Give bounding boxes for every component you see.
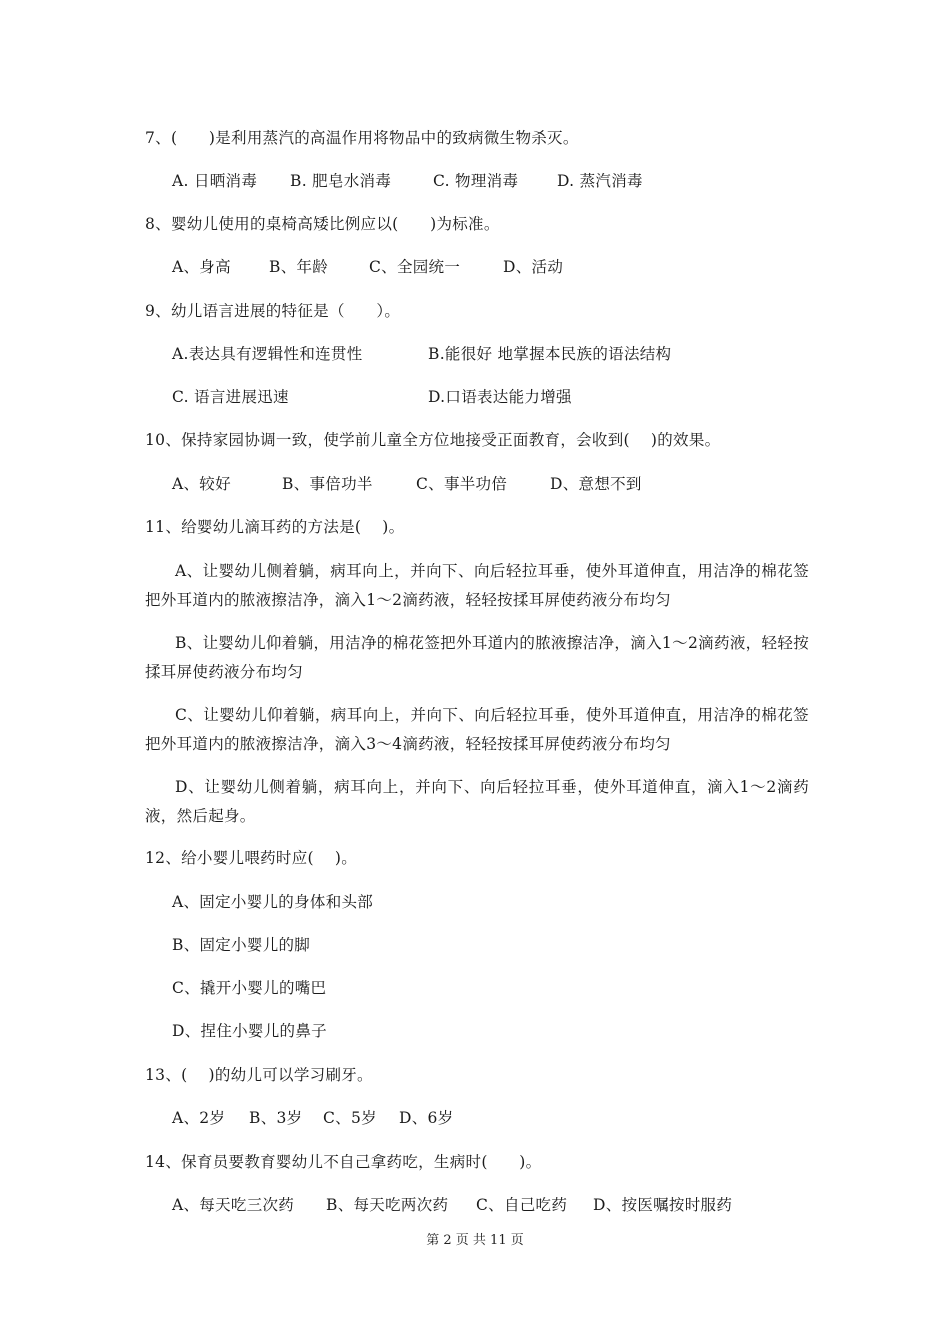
q9-option-a: A.表达具有逻辑性和连贯性 <box>172 345 363 363</box>
q14-option-b: B、每天吃两次药 <box>326 1196 449 1214</box>
q7-option-c: C. 物理消毒 <box>433 172 519 190</box>
q10-option-d: D、意想不到 <box>550 475 642 493</box>
question-8-options <box>172 256 563 278</box>
question-9-options-cd <box>172 386 572 408</box>
question-9-stem: 9、幼儿语言进展的特征是（ ）。 <box>145 302 401 320</box>
question-14-options <box>172 1194 732 1216</box>
q8-option-c: C、全园统一 <box>369 258 461 276</box>
q7-option-d: D. 蒸汽消毒 <box>557 172 643 190</box>
q11-option-a: A、让婴幼儿侧着躺，病耳向上，并向下、向后轻拉耳垂，使外耳道伸直，用洁净的棉花签把外耳道内的脓液擦洁净，滴入1～2滴药液，轻轻按揉耳屏使药液分布均匀 <box>145 562 809 609</box>
q12-option-c: C、撬开小婴儿的嘴巴 <box>172 979 327 997</box>
q8-option-a: A、身高 <box>172 258 231 276</box>
page-number-footer: 第 2 页 共 11 页 <box>426 1233 524 1248</box>
question-14-stem: 14、保育员要教育婴幼儿不自己拿药吃，生病时( )。 <box>145 1153 542 1171</box>
question-7-stem: 7、( )是利用蒸汽的高温作用将物品中的致病微生物杀灭。 <box>145 129 579 147</box>
q11-option-b: B、让婴幼儿仰着躺，用洁净的棉花签把外耳道内的脓液擦洁净，滴入1～2滴药液，轻轻按揉耳屏使药液分布均匀 <box>145 634 809 681</box>
question-11-stem: 11、给婴幼儿滴耳药的方法是( )。 <box>145 518 405 536</box>
q14-option-c: C、自己吃药 <box>476 1196 568 1214</box>
q8-option-b: B、年龄 <box>269 258 329 276</box>
question-8-stem: 8、婴幼儿使用的桌椅高矮比例应以( )为标准。 <box>145 215 500 233</box>
q13-option-d: D、6岁 <box>399 1109 454 1127</box>
q10-option-b: B、事倍功半 <box>282 475 373 493</box>
q14-option-a: A、每天吃三次药 <box>172 1196 295 1214</box>
q9-option-b: B.能很好 地掌握本民族的语法结构 <box>428 345 672 363</box>
q12-option-a: A、固定小婴儿的身体和头部 <box>172 893 374 911</box>
q10-option-a: A、较好 <box>172 475 231 493</box>
q11-option-c: C、让婴幼儿仰着躺，病耳向上，并向下、向后轻拉耳垂，使外耳道伸直，用洁净的棉花签把外耳道内的脓液擦洁净，滴入3～4滴药液，轻轻按揉耳屏使药液分布均匀 <box>145 706 809 753</box>
q13-option-b: B、3岁 <box>249 1109 303 1127</box>
q12-option-b: B、固定小婴儿的脚 <box>172 936 311 954</box>
q7-option-b: B. 肥皂水消毒 <box>290 172 392 190</box>
q8-option-d: D、活动 <box>503 258 564 276</box>
question-13-stem: 13、( )的幼儿可以学习刷牙。 <box>145 1066 373 1084</box>
question-10-options <box>172 473 642 495</box>
q11-option-d: D、让婴幼儿侧着躺，病耳向上，并向下、向后轻拉耳垂，使外耳道伸直，滴入1～2滴药液，然后起身。 <box>145 778 809 825</box>
q14-option-d: D、按医嘱按时服药 <box>593 1196 733 1214</box>
q7-option-a: A. 日晒消毒 <box>172 172 258 190</box>
q13-option-c: C、5岁 <box>323 1109 377 1127</box>
q13-option-a: A、2岁 <box>172 1109 226 1127</box>
q10-option-c: C、事半功倍 <box>416 475 508 493</box>
question-13-options <box>172 1107 454 1129</box>
question-10-stem: 10、保持家园协调一致，使学前儿童全方位地接受正面教育，会收到( )的效果。 <box>145 431 721 449</box>
q12-option-d: D、捏住小婴儿的鼻子 <box>172 1022 327 1040</box>
question-7-options <box>172 170 643 192</box>
q9-option-d: D.口语表达能力增强 <box>428 388 572 406</box>
question-9-options-ab <box>172 343 671 365</box>
question-12-stem: 12、给小婴儿喂药时应( )。 <box>145 849 358 867</box>
q9-option-c: C. 语言进展迅速 <box>172 388 289 406</box>
